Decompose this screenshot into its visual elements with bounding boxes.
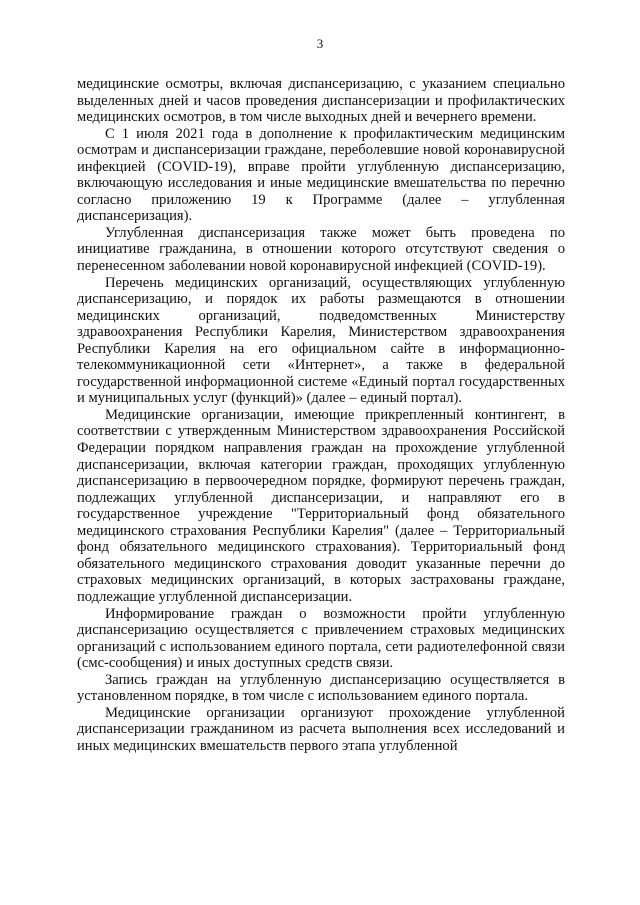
paragraph-citizen-initiative: Углубленная диспансеризация также может быть проведена по инициативе гражданина, в отношении которого отсутствуют сведения о перенесенном заболевании новой коронавирусной инфекцией (COVID-19).: [77, 224, 565, 275]
paragraph-organization-of-passage: Медицинские организации организуют прохождение углубленной диспансеризации гражданином из расчета выполнения всех исследований и иных медицинских вмешательств первого этапа углубленной: [77, 704, 565, 754]
paragraph-informing-citizens: Информирование граждан о возможности пройти углубленную диспансеризацию осуществляется с привлечением страховых медицинских организаций с использованием единого портала, сети радиотелефонной связи (смс-сообщения) и иных доступных средств связи.: [77, 605, 565, 672]
document-body: [77, 76, 565, 754]
page-number: 3: [316, 36, 324, 51]
paragraph-attached-contingent: Медицинские организации, имеющие прикрепленный контингент, в соответствии с утвержденным Министерством здравоохранения Российской Федерации порядком направления граждан на прохождение углубленной диспансеризации, включая категории граждан, проходящих углубленную диспансеризацию в первоочередном порядке, формируют перечень граждан, подлежащих углубленной диспансеризации, и направляют его в государственное учреждение "Территориальный фонд обязательного медицинского страхования Республики Карелия" (далее – Территориальный фонд обязательного медицинского страхования). Территориальный фонд обязательного медицинского страхования доводит указанные перечни до страховых медицинских организаций, в которых застрахованы граждане, подлежащие углубленной диспансеризации.: [77, 406, 565, 605]
paragraph-continuation: медицинские осмотры, включая диспансеризацию, с указанием специально выделенных дней и часов проведения диспансеризации и профилактических медицинских осмотров, в том числе выходных дней и вечернего времени.: [77, 76, 565, 126]
paragraph-organizations-list: Перечень медицинских организаций, осуществляющих углубленную диспансеризацию, и порядок их работы размещаются в отношении медицинских организаций, подведомственных Министерству здравоохранения Республики Карелия, Министерством здравоохранения Республики Карелия на его официальном сайте в информационно-телекоммуникационной сети «Интернет», а также в федеральной государственной информационной системе «Единый портал государственных и муниципальных услуг (функций)» (далее – единый портал).: [77, 274, 565, 407]
paragraph-deep-dispensarization-intro: С 1 июля 2021 года в дополнение к профилактическим медицинским осмотрам и диспансеризации граждане, переболевшие новой коронавирусной инфекцией (COVID-19), вправе пройти углубленную диспансеризацию, включающую исследования и иные медицинские вмешательства по перечню согласно приложению 19 к Программе (далее – углубленная диспансеризация).: [77, 125, 565, 225]
paragraph-registration: Запись граждан на углубленную диспансеризацию осуществляется в установленном порядке, в том числе с использованием единого портала.: [77, 671, 565, 705]
